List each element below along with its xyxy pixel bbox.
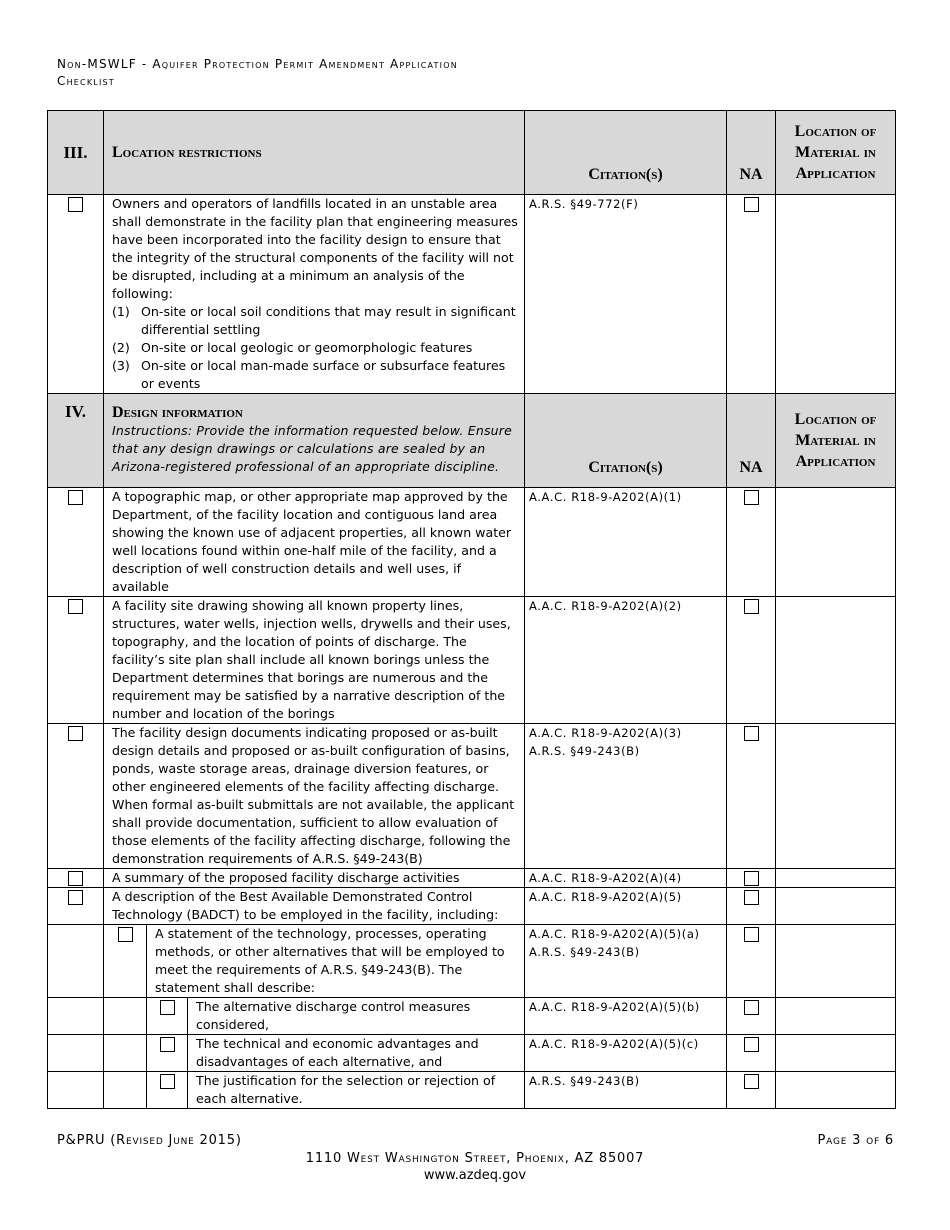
citation: A.R.S. §49-243(B) xyxy=(529,945,640,959)
checklist-row xyxy=(48,597,896,724)
section-title: Location restrictions xyxy=(104,111,525,195)
item-checkbox[interactable] xyxy=(160,1074,175,1089)
location-column-header xyxy=(776,394,896,488)
checkbox-cell xyxy=(147,1035,188,1072)
checkbox-cell xyxy=(48,888,104,925)
list-number: (1) xyxy=(112,304,130,319)
checkbox-cell xyxy=(48,597,104,724)
item-checkbox[interactable] xyxy=(68,726,83,741)
citation: A.R.S. §49-243(B) xyxy=(529,1074,640,1088)
na-cell xyxy=(727,888,776,925)
citation-cell xyxy=(525,597,727,724)
citation-cell xyxy=(525,488,727,597)
citation-cell xyxy=(525,869,727,888)
footer-revision: P&PRU (Revised June 2015) xyxy=(57,1133,242,1148)
location-header-line2: Material in xyxy=(795,144,876,161)
na-checkbox[interactable] xyxy=(744,490,759,505)
na-cell xyxy=(727,488,776,597)
list-text: On-site or local soil conditions that may result in significant differential settling xyxy=(141,304,516,337)
item-checkbox[interactable] xyxy=(68,599,83,614)
location-cell[interactable] xyxy=(776,1072,896,1109)
checkbox-cell xyxy=(147,998,188,1035)
checkbox-cell xyxy=(48,195,104,394)
location-cell[interactable] xyxy=(776,195,896,394)
list-item xyxy=(112,303,520,339)
citation-cell xyxy=(525,1035,727,1072)
na-column-header: NA xyxy=(727,111,776,195)
requirement-text: A facility site drawing showing all known property lines, structures, water wells, injection wells, drywells and their uses, topography, and the location of points of discharge. The facility’s site plan shall include all known borings unless the Department determines that borings are numerous and the requirement may be satisfied by a narrative description of the number and location of the borings xyxy=(104,597,525,724)
empty-cell xyxy=(48,998,104,1035)
na-cell xyxy=(727,724,776,869)
checklist-row xyxy=(48,888,896,925)
footer-page-number: Page 3 of 6 xyxy=(817,1133,894,1148)
section-iv-table xyxy=(47,393,896,1109)
checklist-row xyxy=(48,869,896,888)
empty-cell xyxy=(104,998,147,1035)
footer-website[interactable]: www.azdeq.gov xyxy=(423,1168,527,1183)
citation-cell: A.R.S. §49-772(F) xyxy=(525,195,727,394)
na-checkbox[interactable] xyxy=(744,599,759,614)
item-checkbox[interactable] xyxy=(68,197,83,212)
na-checkbox[interactable] xyxy=(744,197,759,212)
na-checkbox[interactable] xyxy=(744,1000,759,1015)
requirement-text: A statement of the technology, processes, operating methods, or other alternatives that will be employed to meet the requirements of A.R.S. §49-243(B). The statement shall describe: xyxy=(147,925,525,998)
citation: A.A.C. R18-9-A202(A)(2) xyxy=(529,599,682,613)
checklist-row xyxy=(48,488,896,597)
na-checkbox[interactable] xyxy=(744,871,759,886)
list-number: (3) xyxy=(112,358,130,373)
location-header-line2: Material in xyxy=(795,432,876,449)
empty-cell xyxy=(104,1072,147,1109)
na-checkbox[interactable] xyxy=(744,890,759,905)
location-cell[interactable] xyxy=(776,597,896,724)
na-column-header: NA xyxy=(727,394,776,488)
checkbox-cell xyxy=(48,724,104,869)
checklist-subrow xyxy=(48,925,896,998)
requirement-text: The facility design documents indicating proposed or as-built design details and proposed or as-built configuration of basins, ponds, waste storage areas, drainage diversion features, or other engineered elements of the facility affecting discharge. When formal as-built submittals are not available, the applicant shall provide documentation, sufficient to allow evaluation of those elements of the facility affecting discharge, following the demonstration requirements of A.R.S. §49-243(B) xyxy=(104,724,525,869)
citation: A.A.C. R18-9-A202(A)(1) xyxy=(529,490,682,504)
checkbox-cell xyxy=(48,488,104,597)
requirement-text: A summary of the proposed facility discharge activities xyxy=(104,869,525,888)
citation-cell xyxy=(525,1072,727,1109)
list-text: On-site or local man-made surface or subsurface features or events xyxy=(141,358,506,391)
item-checkbox[interactable] xyxy=(118,927,133,942)
na-cell xyxy=(727,1035,776,1072)
list-item xyxy=(112,357,520,393)
section-number: III. xyxy=(48,111,104,195)
citation: A.A.C. R18-9-A202(A)(4) xyxy=(529,871,682,885)
section-instructions: Instructions: Provide the information requested below. Ensure that any design drawings or calculations are sealed by an Arizona-registered professional of an appropriate discipline. xyxy=(112,423,513,474)
document-header xyxy=(57,56,458,90)
citation: A.A.C. R18-9-A202(A)(5)(a) xyxy=(529,927,700,941)
checklist-row xyxy=(48,195,896,394)
citation: A.A.C. R18-9-A202(A)(3) xyxy=(529,726,682,740)
header-title: Non-MSWLF - Aquifer Protection Permit Amendment Application xyxy=(57,57,458,71)
item-checkbox[interactable] xyxy=(68,890,83,905)
na-checkbox[interactable] xyxy=(744,1037,759,1052)
location-header-line1: Location of xyxy=(794,123,877,140)
empty-cell xyxy=(104,1035,147,1072)
checklist-subsubrow xyxy=(48,1072,896,1109)
citation-cell xyxy=(525,888,727,925)
location-header-line1: Location of xyxy=(794,411,877,428)
location-column-header xyxy=(776,111,896,195)
section-iv-header-row xyxy=(48,394,896,488)
citation: A.A.C. R18-9-A202(A)(5) xyxy=(529,890,682,904)
item-checkbox[interactable] xyxy=(68,490,83,505)
checkbox-cell xyxy=(147,1072,188,1109)
requirement-cell xyxy=(104,195,525,394)
section-title-cell xyxy=(104,394,525,488)
requirement-text: A description of the Best Available Demonstrated Control Technology (BADCT) to be employed in the facility, including: xyxy=(104,888,525,925)
empty-cell xyxy=(48,1072,104,1109)
item-checkbox[interactable] xyxy=(160,1000,175,1015)
citation-cell xyxy=(525,998,727,1035)
location-header-line3: Application xyxy=(795,453,876,470)
checklist-subsubrow xyxy=(48,998,896,1035)
citation-column-header: Citation(s) xyxy=(525,111,727,195)
requirement-text: Owners and operators of landfills located in an unstable area shall demonstrate in the facility plan that engineering measures have been incorporated into the facility design to ensure that the integrity of the structural components of the facility will not be disrupted, including at a minimum an analysis of the following: xyxy=(112,196,518,301)
na-checkbox[interactable] xyxy=(744,927,759,942)
location-cell[interactable] xyxy=(776,1035,896,1072)
requirement-text: The alternative discharge control measures considered, xyxy=(188,998,525,1035)
item-checkbox[interactable] xyxy=(160,1037,175,1052)
citation: A.A.C. R18-9-A202(A)(5)(b) xyxy=(529,1000,700,1014)
footer-address: 1110 West Washington Street, Phoenix, AZ 85007 xyxy=(305,1151,645,1166)
item-checkbox[interactable] xyxy=(68,871,83,886)
na-cell xyxy=(727,597,776,724)
list-number: (2) xyxy=(112,340,130,355)
na-cell xyxy=(727,869,776,888)
checklist-row xyxy=(48,724,896,869)
checkbox-cell xyxy=(48,869,104,888)
citation-cell xyxy=(525,925,727,998)
section-iii-table xyxy=(47,110,896,394)
section-number: IV. xyxy=(48,394,104,488)
requirement-text: A topographic map, or other appropriate map approved by the Department, of the facility location and contiguous land area showing the known use of adjacent properties, all known water well locations found within one-half mile of the facility, and a description of well construction details and well uses, if available xyxy=(104,488,525,597)
location-header-line3: Application xyxy=(795,165,876,182)
location-cell[interactable] xyxy=(776,925,896,998)
empty-cell xyxy=(48,1035,104,1072)
na-cell xyxy=(727,925,776,998)
list-text: On-site or local geologic or geomorphologic features xyxy=(141,340,473,355)
citation-column-header: Citation(s) xyxy=(525,394,727,488)
na-cell xyxy=(727,998,776,1035)
citation: A.R.S. §49-243(B) xyxy=(529,744,640,758)
checklist-subsubrow xyxy=(48,1035,896,1072)
location-cell[interactable] xyxy=(776,724,896,869)
checkbox-cell xyxy=(104,925,147,998)
citation-cell xyxy=(525,724,727,869)
location-cell[interactable] xyxy=(776,888,896,925)
location-cell[interactable] xyxy=(776,998,896,1035)
empty-cell xyxy=(48,925,104,998)
requirement-text: The justification for the selection or rejection of each alternative. xyxy=(188,1072,525,1109)
section-iii-header-row xyxy=(48,111,896,195)
section-title: Design information xyxy=(112,404,243,421)
citation: A.A.C. R18-9-A202(A)(5)(c) xyxy=(529,1037,699,1051)
header-subtitle: Checklist xyxy=(57,74,115,88)
location-cell[interactable] xyxy=(776,869,896,888)
na-cell xyxy=(727,1072,776,1109)
na-cell xyxy=(727,195,776,394)
na-checkbox[interactable] xyxy=(744,1074,759,1089)
na-checkbox[interactable] xyxy=(744,726,759,741)
requirement-text: The technical and economic advantages and disadvantages of each alternative, and xyxy=(188,1035,525,1072)
location-cell[interactable] xyxy=(776,488,896,597)
list-item xyxy=(112,339,520,357)
